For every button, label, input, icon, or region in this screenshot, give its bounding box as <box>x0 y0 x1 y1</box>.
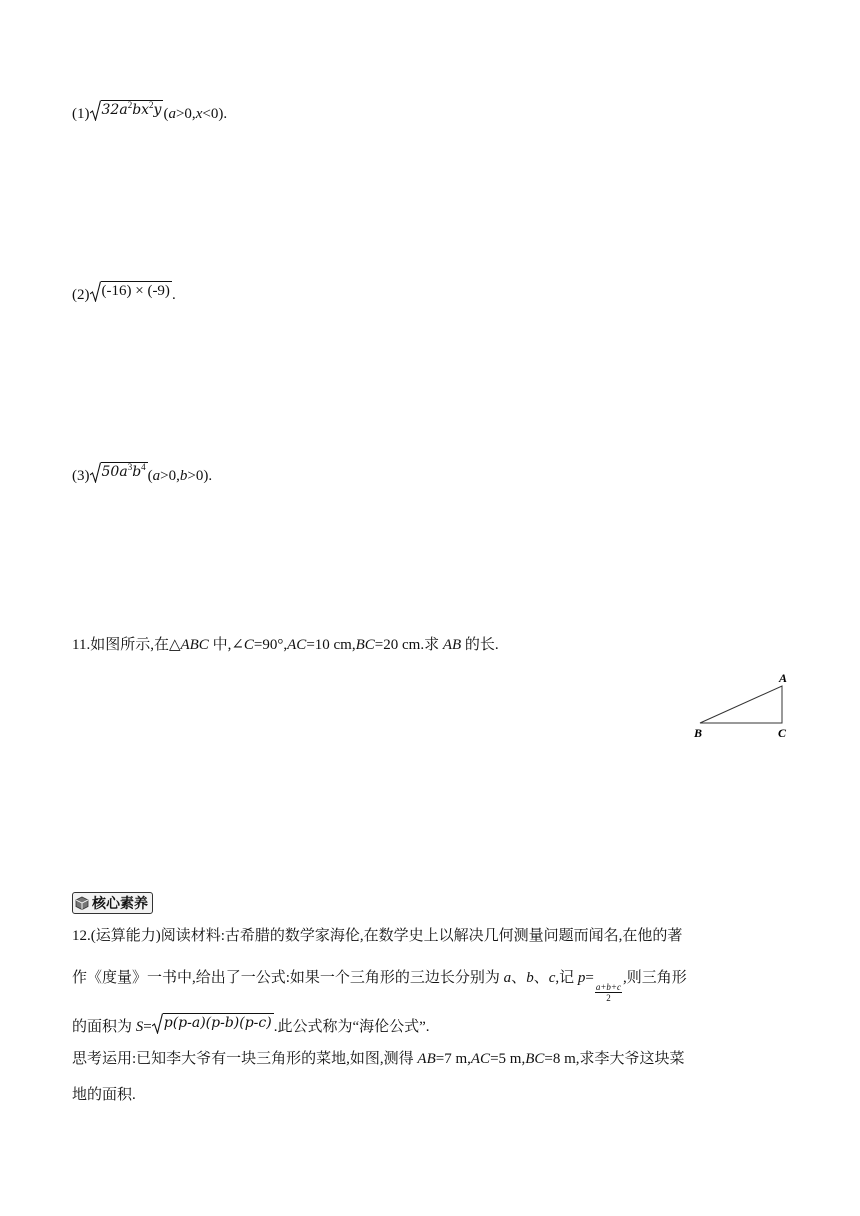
radicand: p(p-a)(p-b)(p-c) <box>163 1013 274 1034</box>
heron-square-root <box>152 1013 274 1034</box>
radicand: $50a^3b^4$ <box>101 462 148 483</box>
part-number: (3) <box>72 468 90 484</box>
part-number: (1) <box>72 106 90 122</box>
square-root <box>90 462 148 483</box>
vertex-label-b: B <box>694 726 703 740</box>
triangle-abc <box>700 686 782 723</box>
radicand: $32a^2bx^2y$ <box>101 100 164 121</box>
square-root <box>90 100 164 121</box>
radical-sign-icon <box>90 281 101 302</box>
problem-12-line-2: 作《度量》一书中,给出了一公式:如果一个三角形的三边长分别为 a、b、c,记 p= $\frac{a+b+c}{2}$ ,则三角形 <box>72 970 687 1003</box>
right-triangle-figure <box>688 670 798 742</box>
fraction-semi-perimeter: $\frac{a+b+c}{2}$ <box>595 982 622 1003</box>
problem-12-line-4: 思考运用:已知李大爷有一块三角形的菜地,如图,测得 AB=7 m,AC=5 m,BC=8 m,求李大爷这块菜 <box>72 1051 685 1067</box>
problem-12-line-3: 的面积为 S= p(p-a)(p-b)(p-c) .此公式称为“海伦公式”. <box>72 1015 430 1035</box>
part-number: (2) <box>72 287 90 303</box>
problem-12-line-5: 地的面积. <box>72 1087 136 1103</box>
vertex-label-a: A <box>779 671 788 685</box>
radical-sign-icon <box>90 462 101 483</box>
cube-icon <box>75 896 89 910</box>
problem-10-part-1: (1) $32a^2bx^2y$ (a>0,x<0). <box>72 100 228 122</box>
square-root <box>90 281 172 302</box>
problem-11: 11.如图所示,在△ABC 中,∠C=90°,AC=10 cm,BC=20 cm.求 AB 的长. <box>72 637 499 653</box>
problem-12-line-1: 12.(运算能力)阅读材料:古希腊的数学家海伦,在数学史上以解决几何测量问题而闻名,在他的著 <box>72 928 683 944</box>
vertex-label-c: C <box>778 726 787 740</box>
radical-sign-icon <box>90 100 101 121</box>
radicand: (-16) × (-9) <box>101 281 172 302</box>
section-badge <box>72 892 153 914</box>
problem-10-part-3: (3) $50a^3b^4$ (a>0,b>0). <box>72 462 213 484</box>
section-title: 核心素养 <box>92 896 148 912</box>
radical-sign-icon <box>152 1013 163 1034</box>
problem-10-part-2: (2) (-16) × (-9) . <box>72 283 176 303</box>
